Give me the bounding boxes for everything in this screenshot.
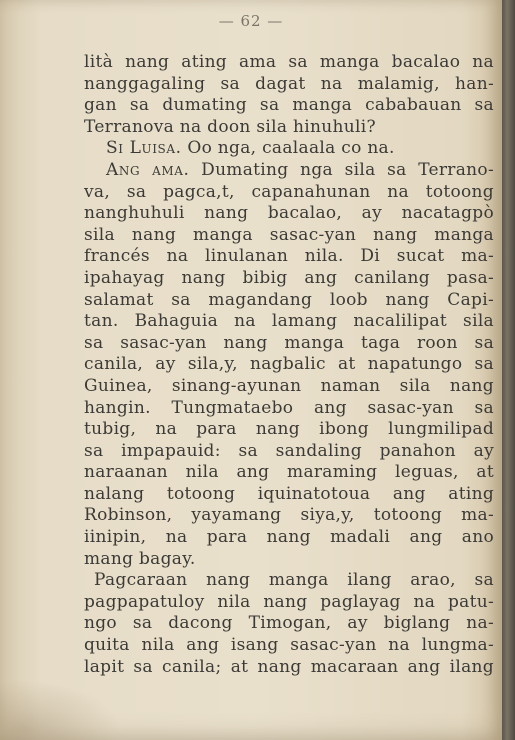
line-text: hangin. Tungmataebo ang sasac-yan sa (84, 397, 494, 418)
text-line (84, 311, 494, 333)
text-line (84, 225, 494, 247)
line-text: nalang totoong iquinatotoua ang ating (84, 483, 494, 504)
line-text: sa sasac-yan nang manga taga roon sa (84, 332, 494, 353)
text-line (84, 592, 494, 614)
line-text: naraanan nila ang maraming leguas, at (84, 462, 494, 483)
text-line (84, 354, 494, 376)
text-line (84, 376, 494, 398)
line-text: pagpapatuloy nila nang paglayag na patu- (84, 591, 494, 612)
line-text: va, sa pagca,t, capanahunan na totoong (84, 181, 494, 202)
line-text: nanggagaling sa dagat na malamig, han- (84, 73, 494, 94)
text-line (84, 441, 494, 463)
text-line (84, 570, 494, 592)
line-text: iinipin, na para nang madali ang ano (84, 527, 494, 548)
text-line (84, 203, 494, 225)
line-text: ngo sa dacong Timogan, ay biglang na- (84, 613, 494, 634)
text-line (84, 290, 494, 312)
line-text: lapit sa canila; at nang macaraan ang ilang (84, 656, 494, 677)
line-text: Guinea, sinang-ayunan naman sila nang (84, 375, 494, 396)
text-line (84, 613, 494, 635)
text-line (84, 246, 494, 268)
text-line (84, 74, 494, 96)
text-line (84, 117, 494, 139)
text-line (84, 138, 494, 160)
line-text: Robinson, yayamang siya,y, totoong ma- (84, 505, 494, 526)
line-text: francés na linulanan nila. Di sucat ma- (84, 246, 494, 267)
line-text: ipahayag nang bibig ang canilang pasa- (84, 267, 494, 288)
text-line (84, 398, 494, 420)
text-line (84, 333, 494, 355)
line-text: mang bagay. (84, 548, 196, 569)
text-line (84, 527, 494, 549)
line-text: tubig, na para nang ibong lungmilipad (84, 419, 494, 440)
text-line (84, 549, 494, 571)
line-text: canila, ay sila,y, nagbalic at napatungo sa (84, 354, 494, 375)
text-line (84, 462, 494, 484)
line-text: Pagcaraan nang manga ilang arao, sa (94, 570, 494, 591)
text-line (84, 484, 494, 506)
text-line (84, 182, 494, 204)
speaker-label: Ang ama. (106, 159, 190, 180)
line-text: gan sa dumating sa manga cababauan sa (84, 95, 494, 116)
page-number: — 62 — (218, 12, 284, 30)
line-text: nanghuhuli nang bacalao, ay nacatagpò (84, 203, 494, 224)
line-text: quita nila ang isang sasac-yan na lungma- (84, 635, 494, 656)
line-text: tan. Bahaguia na lamang nacalilipat sila (84, 311, 494, 332)
line-text: sa impapauid: sa sandaling panahon ay (84, 440, 494, 461)
line-text: Terranova na doon sila hinuhuli? (84, 116, 376, 137)
page-edge (502, 0, 515, 740)
speaker-label: Si Luisa. (106, 138, 182, 159)
body-text (84, 52, 494, 678)
line-text: salamat sa magandang loob nang Capi- (84, 289, 494, 310)
line-text: sila nang manga sasac-yan nang manga (84, 224, 494, 245)
text-line (84, 505, 494, 527)
page-stain (0, 680, 120, 740)
text-line (84, 657, 494, 679)
text-line (84, 268, 494, 290)
line-text: Oo nga, caalaala co na. (181, 138, 395, 159)
text-line (84, 160, 494, 182)
line-text: Dumating nga sila sa Terrano- (189, 159, 494, 180)
text-line (84, 419, 494, 441)
text-line (84, 95, 494, 117)
text-line (84, 635, 494, 657)
text-line (84, 52, 494, 74)
line-text: lità nang ating ama sa manga bacalao na (84, 52, 494, 72)
